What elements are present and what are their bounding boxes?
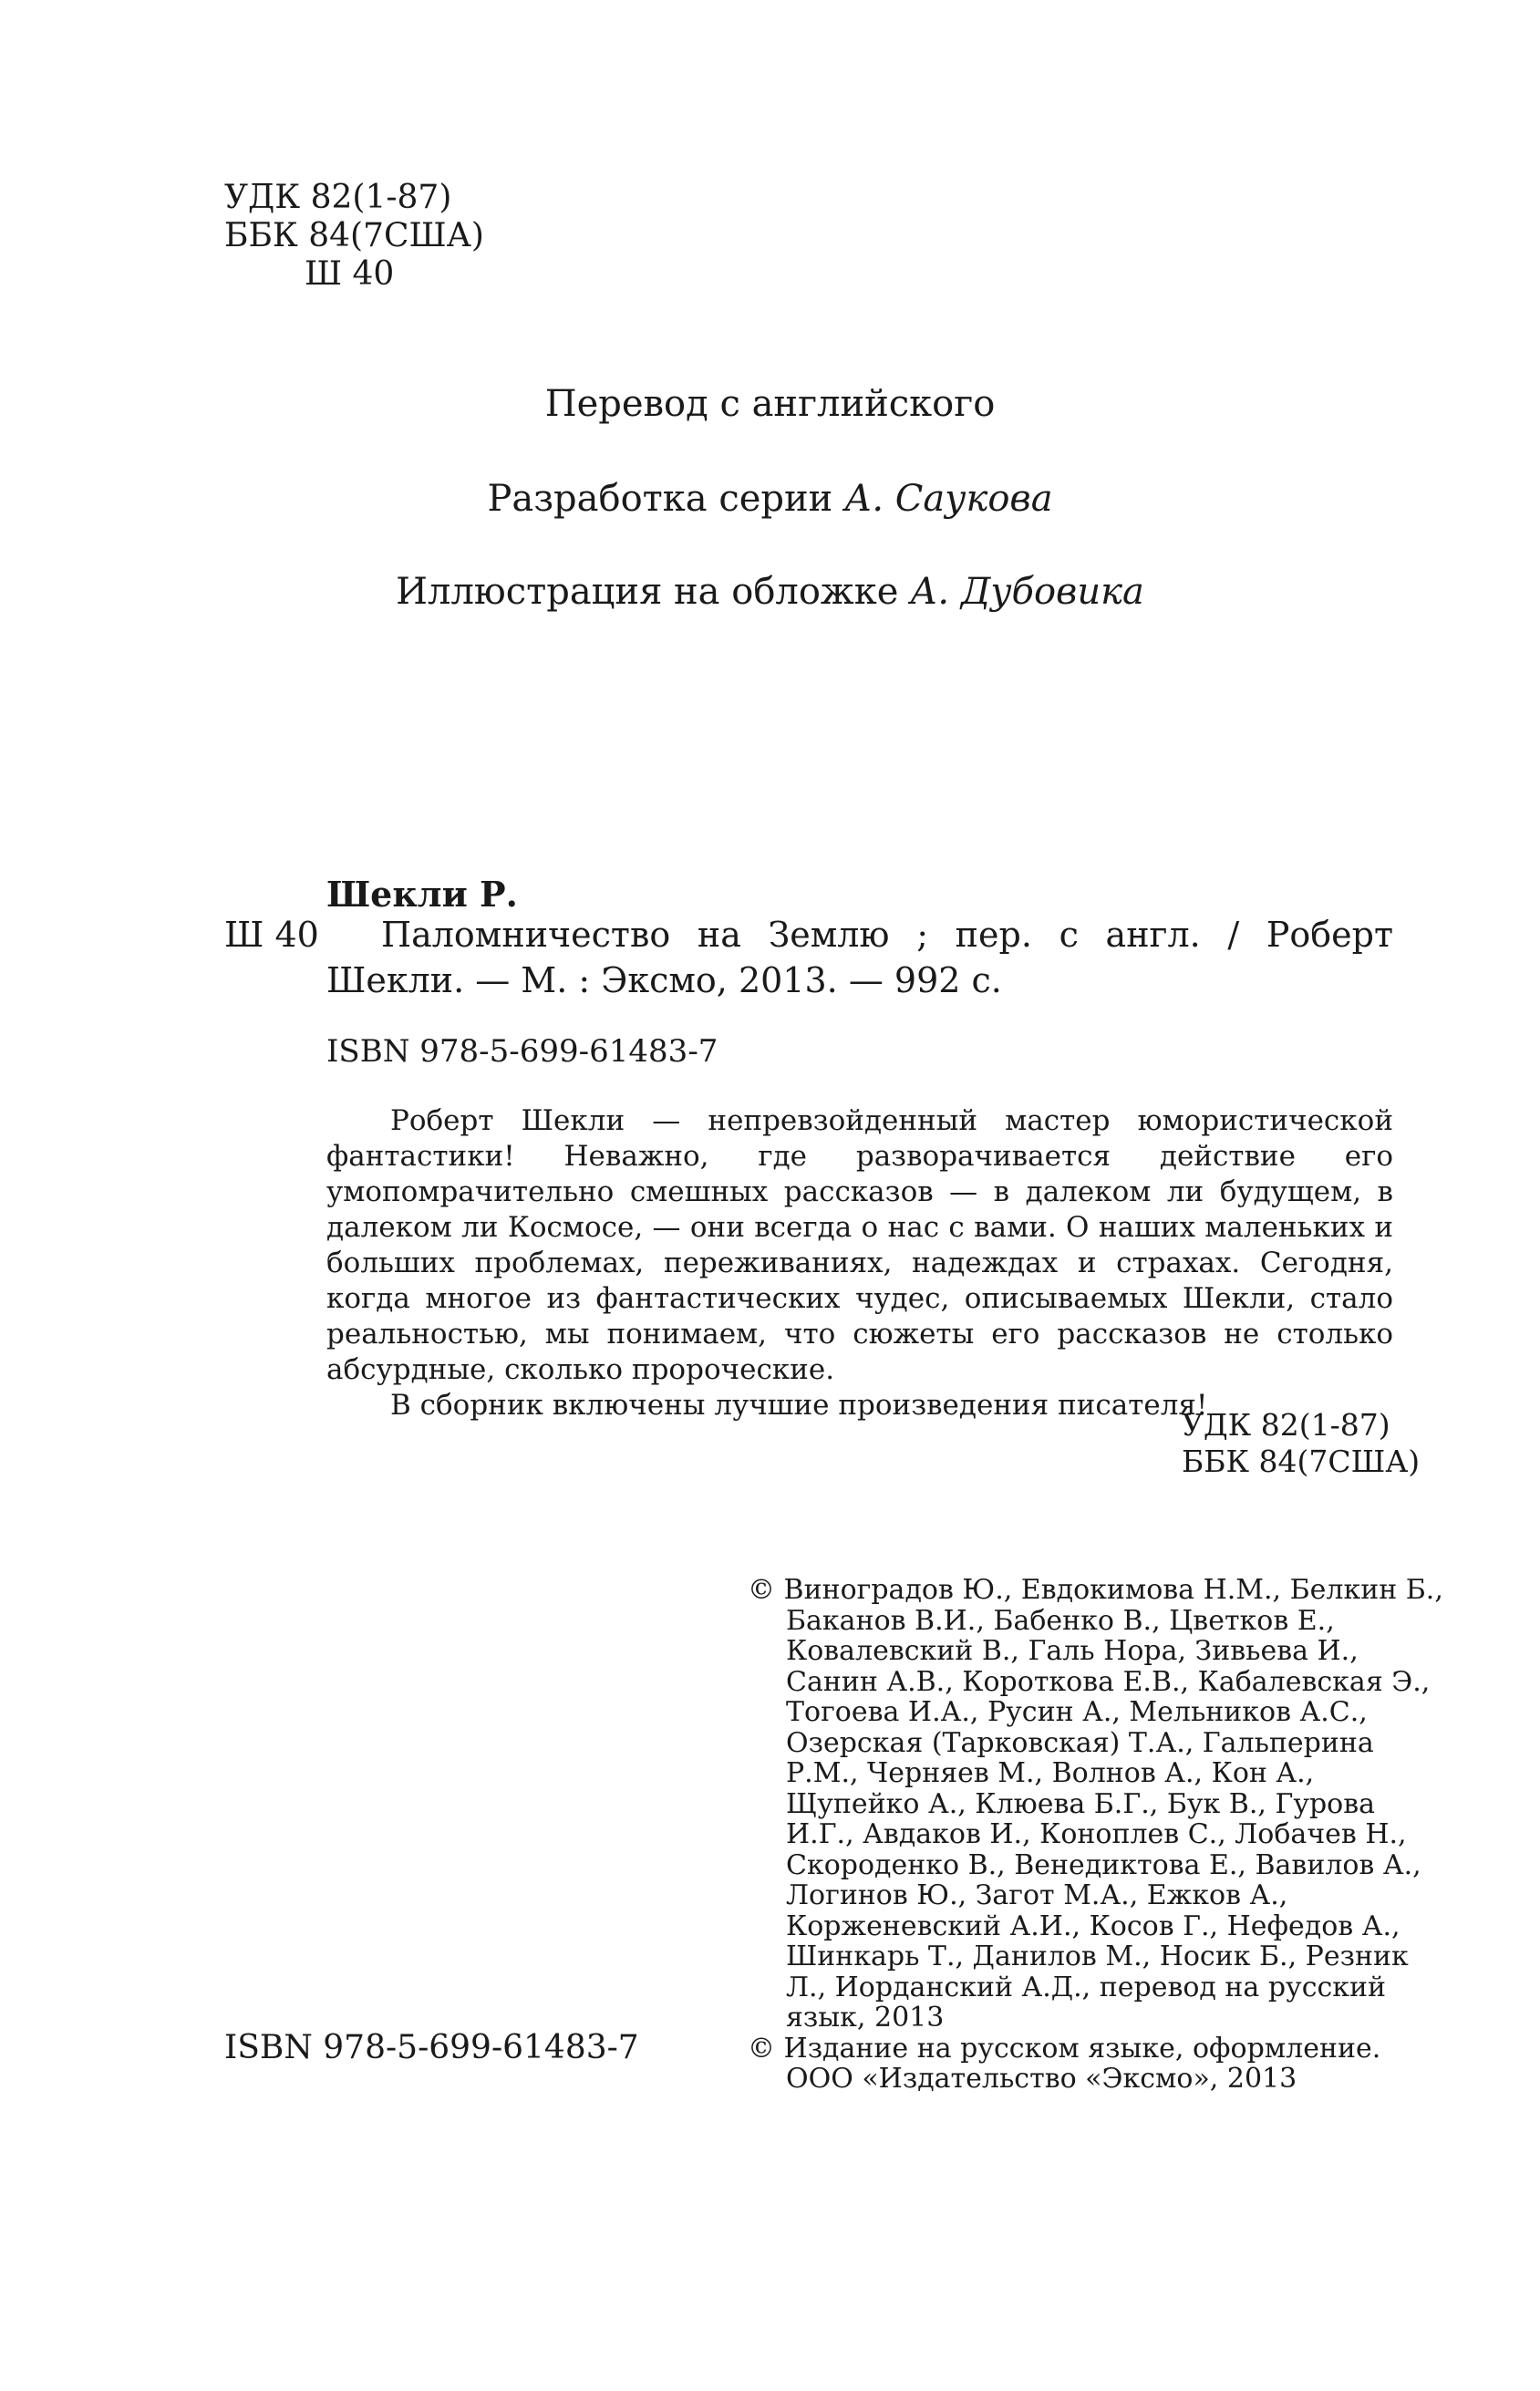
illustration-credit-prefix: Иллюстрация на обложке [396, 571, 899, 613]
illustration-credit-name: А. Дубовика [910, 571, 1144, 613]
annotation-udk: УДК 82(1-87) [1182, 1407, 1390, 1443]
annotation-bbk: ББК 84(7США) [1182, 1444, 1421, 1479]
author-mark: Ш 40 [305, 255, 395, 293]
record-author-mark: Ш 40 [224, 915, 319, 955]
annotation-paragraph: Роберт Шекли — непревзойденный мастер юмористической фантастики! Неважно, где разворачивается действие его умопомрачительно смешных рассказов — в далеком ли будущем, в далеком ли Космосе, — они всегда о нас с вами. О наших маленьких и больших проблемах, переживаниях, надеждах и страхах. Сегодня, когда многое из фантастических чудес, описываемых Шекли, стало реальностью, мы понимаем, что сюжеты его рассказов не столько абсурдные, сколько пророческие. [326, 1104, 1393, 1386]
copyright-block [748, 1575, 1450, 2095]
annotation-paragraph: В сборник включены лучшие произведения писателя! [390, 1389, 1208, 1422]
series-credit [0, 478, 1540, 520]
series-credit-prefix: Разработка серии [487, 478, 833, 520]
illustration-credit [0, 571, 1540, 613]
bibliographic-description: Паломничество на Землю ; пер. с англ. / Роберт Шекли. — М. : Эксмо, 2013. — 992 с. [326, 915, 1393, 1000]
translation-credit: Перевод с английского [544, 383, 996, 425]
annotation-codes [1182, 1407, 1420, 1480]
bbk-code: ББК 84(7США) [224, 217, 484, 254]
annotation [326, 1103, 1393, 1423]
author-heading: Шекли Р. [326, 874, 518, 915]
udk-code: УДК 82(1-87) [224, 179, 452, 216]
record-isbn: ISBN 978-5-699-61483-7 [326, 1033, 718, 1070]
copyright-translators: © Виноградов Ю., Евдокимова Н.М., Белкин Б., Баканов В.И., Бабенко В., Цветков Е., Ковалевский В., Галь Нора, Зивьева И., Санин А.В., Короткова Е.В., Кабалевская Э., Тогоева И.А., Русин А., Мельников А.С., Озерская (Тарковская) Т.А., Гальперина Р.М., Черняев М., Волнов А., Кон А., Щупейко А., Клюева Б.Г., Бук В., Гурова И.Г., Авдаков И., Коноплев С., Лобачев Н., Скороденко В., Венедиктова Е., Вавилов А., Логинов Ю., Загот М.А., Ежков А., Корженевский А.И., Косов Г., Нефедов А., Шинкарь Т., Данилов М., Носик Б., Резник Л., Иорданский А.Д., перевод на русский язык, 2013 [748, 1574, 1443, 2034]
copyright-edition: © Издание на русском языке, оформление. ООО «Издательство «Эксмо», 2013 [748, 2032, 1381, 2095]
classification-codes [224, 179, 484, 294]
series-credit-name: А. Саукова [844, 478, 1053, 520]
isbn-footer: ISBN 978-5-699-61483-7 [224, 2029, 639, 2066]
